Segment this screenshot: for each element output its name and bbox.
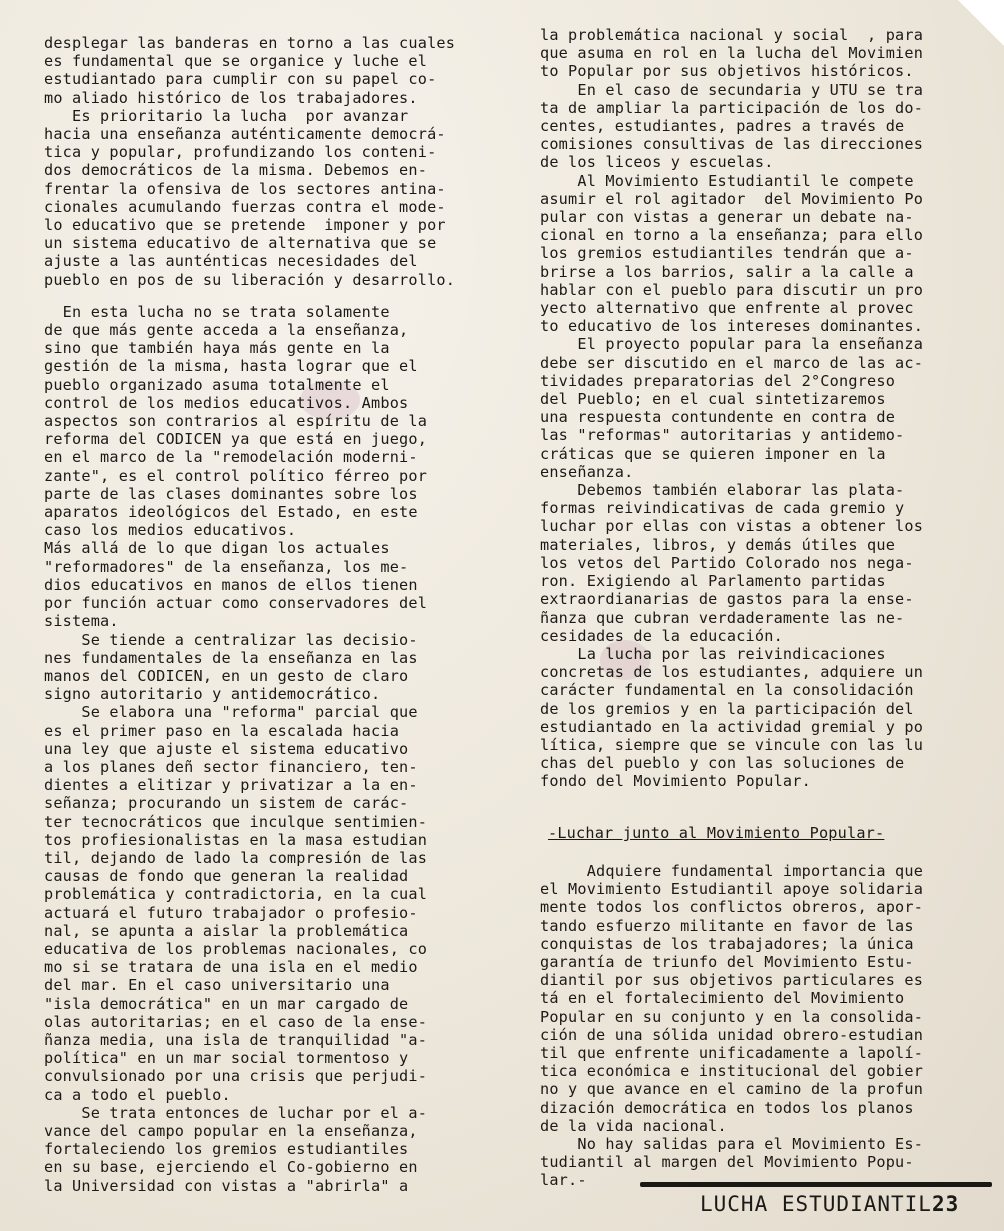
text-line: Adquiere fundamental importancia que (540, 862, 924, 880)
text-line: ter tecnocráticos que inculque sentimien- (44, 812, 428, 831)
text-line: conquistas de los trabajadores; la única (540, 934, 914, 953)
paragraph (44, 1104, 522, 1195)
text-line: de que más gente acceda a la enseñanza, (44, 321, 409, 340)
text-line: Es prioritario la lucha por avanzar (44, 106, 409, 125)
text-line: tividades preparatorias del 2°Congreso (540, 371, 896, 390)
paragraph (540, 481, 994, 645)
text-line: brirse a los barrios, salir a la calle a (540, 262, 914, 281)
text-line: estudiantado para cumplir con su papel co- (44, 70, 437, 89)
text-line: parte de las clases dominantes sobre los (44, 484, 418, 503)
text-line: ron. Exigiendo al Parlamento partidas (540, 572, 886, 591)
text-line: lo educativo que se pretende imponer y por (44, 216, 446, 235)
right-column (540, 26, 994, 791)
text-line: no y que avance en el camino de la profun (540, 1080, 924, 1099)
text-line: a los planes deñ sector financiero, ten- (44, 757, 418, 776)
text-line: carácter fundamental en la consolidación (540, 681, 914, 700)
text-line: educativa de los problemas nacionales, co (44, 939, 428, 958)
text-line: dos democráticos de la misma. Debemos en- (44, 161, 428, 180)
text-line: una respuesta contundente en contra de (540, 408, 896, 427)
text-line: ñanza media, una isla de tranquilidad "a- (44, 1030, 428, 1049)
paragraph (540, 862, 994, 1135)
text-line: problemática y contradictoria, en la cual (44, 885, 428, 904)
text-line: lítica, siempre que se vincule con las lu (540, 735, 924, 754)
text-line: En esta lucha no se trata solamente (44, 302, 390, 321)
paragraph (44, 107, 522, 289)
section-heading: -Luchar junto al Movimiento Popular- (548, 824, 885, 842)
text-line: Se elabora una "reforma" parcial que (44, 703, 418, 722)
text-line: frentar la ofensiva de los sectores antina- (44, 179, 446, 198)
paragraph (540, 81, 994, 172)
text-line: Se trata entonces de luchar por el a- (44, 1103, 428, 1122)
text-line: manos del CODICEN, en un gesto de claro (44, 666, 409, 685)
text-line: una ley que ajuste el sistema educativo (44, 739, 409, 758)
text-line: yecto alternativo que enfrente al provec (540, 299, 914, 318)
text-line: convulsionado por una crisis que perjudi- (44, 1067, 428, 1086)
text-line: mente todos los conflictos obreros, apor- (540, 898, 924, 917)
page-number: 23 (931, 1192, 960, 1216)
text-line: sino que también haya más gente en la (44, 339, 390, 358)
text-line: enseñanza. (540, 462, 634, 481)
text-line: dización democrática en todos los planos (540, 1098, 914, 1117)
text-line: olas autoritarias; en el caso de la ense- (44, 1012, 428, 1031)
text-line: del mar. En el caso universitario una (44, 976, 390, 995)
text-line: de los liceos y escuelas. (540, 153, 774, 172)
text-line: fondo del Movimiento Popular. (540, 772, 811, 791)
text-line: "reformadores" de la enseñanza, los me- (44, 557, 409, 576)
text-line: concretas de los estudiantes, adquiere un (540, 663, 924, 682)
text-line: garantía de triunfo del Movimiento Estu- (540, 953, 914, 972)
text-line: to educativo de los intereses dominantes. (540, 317, 924, 336)
paragraph (44, 303, 522, 631)
text-line: tos profiesionalistas en la masa estudian (44, 830, 428, 849)
text-line: hablar con el pueblo para discutir un pro (540, 280, 924, 299)
text-line: estudiantado en la actividad gremial y po (540, 717, 924, 736)
text-line: pular con vistas a generar un debate na- (540, 208, 914, 227)
paragraph (44, 703, 522, 1103)
right-column-continued (540, 862, 994, 1190)
text-line: zante", es el control político férreo por (44, 466, 428, 485)
text-line: fortaleciendo los gremios estudiantiles (44, 1140, 409, 1159)
text-line: es el primer paso en la escalada hacia (44, 721, 400, 740)
text-line: mo aliado histórico de los trabajadores. (44, 88, 418, 107)
text-line: caso los medios educativos. (44, 521, 297, 540)
text-line: extraordianarias de gastos para la ense- (540, 590, 914, 609)
text-line: mo si se tratara de una isla en el medio (44, 958, 418, 977)
left-column (44, 34, 522, 1195)
text-line: los gremios estudiantiles tendrán que a- (540, 244, 914, 263)
text-line: política" en un mar social tormentoso y (44, 1049, 409, 1068)
text-line: nal, se apunta a aislar la problemática (44, 921, 409, 940)
text-line: cionales acumulando fuerzas contra el mode- (44, 197, 446, 216)
text-line: cional en torno a la enseñanza; para ello (540, 226, 924, 245)
text-line: desplegar las banderas en torno a las cuales (44, 34, 456, 52)
text-line: Popular en su conjunto y en la consolida- (540, 1007, 924, 1026)
text-line: luchar por ellas con vistas a obtener los (540, 517, 924, 536)
text-line: ajuste a las aunténticas necesidades del (44, 252, 418, 271)
text-line: sistema. (44, 612, 119, 631)
paragraph (540, 645, 994, 791)
text-line: nes fundamentales de la enseñanza en las (44, 648, 418, 667)
text-line: señanza; procurando un sistem de carác- (44, 794, 409, 813)
text-line: vance del campo popular en la enseñanza, (44, 1121, 418, 1140)
text-line: til, dejando de lado la compresión de las (44, 848, 428, 867)
text-line: La lucha por las reivindicaciones (540, 644, 886, 663)
text-line: tica económica e institucional del gobier (540, 1062, 924, 1081)
text-line: cesidades de la educación. (540, 626, 783, 645)
text-line: Se tiende a centralizar las decisio- (44, 630, 418, 649)
text-line: No hay salidas para el Movimiento Es- (540, 1135, 924, 1154)
text-line: signo autoritario y antidemocrático. (44, 685, 381, 704)
text-line: es fundamental que se organice y luche el (44, 52, 428, 71)
text-line: ca a todo el pueblo. (44, 1085, 231, 1104)
text-line: del Pueblo; en el cual sintetizaremos (540, 390, 886, 409)
text-line: en su base, ejerciendo el Co-gobierno en (44, 1158, 418, 1177)
paragraph (540, 26, 994, 81)
text-line: En el caso de secundaria y UTU se tra (540, 80, 924, 99)
paragraph (540, 335, 994, 481)
text-line: asumir el rol agitador del Movimiento Po (540, 189, 924, 208)
text-line: un sistema educativo de alternativa que se (44, 234, 437, 253)
text-line: El proyecto popular para la enseñanza (540, 335, 924, 354)
text-line: formas reivindicativas de cada gremio y (540, 499, 905, 518)
text-line: aspectos son contrarios al espíritu de la (44, 412, 428, 431)
text-line: actuará el futuro trabajador o profesio- (44, 903, 418, 922)
text-line: en el marco de la "remodelación moderni- (44, 448, 418, 467)
text-line: ción de una sólida unidad obrero-estudian (540, 1025, 924, 1044)
text-line: materiales, libros, y demás útiles que (540, 535, 896, 554)
text-line: Debemos también elaborar las plata- (540, 481, 905, 500)
text-line: ta de ampliar la participación de los do- (540, 98, 924, 117)
text-line: ñanza que cubran verdaderamente las ne- (540, 608, 905, 627)
text-line: gestión de la misma, hasta lograr que el (44, 357, 418, 376)
text-line: tando esfuerzo militante en favor de las (540, 916, 914, 935)
text-line: til que enfrente unificadamente a lapolí- (540, 1044, 924, 1063)
text-line: debe ser discutido en el marco de las ac- (540, 353, 924, 372)
text-line: comisiones consultivas de las direcciones (540, 135, 924, 154)
text-line: dientes a elitizar y privatizar a la en- (44, 776, 418, 795)
paragraph (44, 631, 522, 704)
text-line: por función actuar como conservadores del (44, 594, 428, 613)
text-line: chas del pueblo y con las soluciones de (540, 754, 905, 773)
text-line: pueblo organizado asuma totalmente el (44, 375, 390, 394)
text-line: cráticas que se quieren imponer en la (540, 444, 886, 463)
text-line: "isla democrática" en un mar cargado de (44, 994, 409, 1013)
text-line: de la vida nacional. (540, 1116, 727, 1135)
paragraph (44, 34, 522, 107)
text-line: de los gremios y en la participación del (540, 699, 914, 718)
text-line: causas de fondo que generan la realidad (44, 867, 409, 886)
text-line: dios educativos en manos de ellos tienen (44, 575, 418, 594)
text-line: tudiantil al margen del Movimiento Popu- (540, 1153, 914, 1172)
text-line: la problemática nacional y social , para (540, 26, 924, 44)
text-line: tica y popular, profundizando los conteni- (44, 143, 437, 162)
text-line: reforma del CODICEN ya que está en juego, (44, 430, 428, 449)
text-line: to Popular por sus objetivos históricos. (540, 62, 914, 81)
text-line: diantil por sus objetivos particulares es (540, 971, 924, 990)
text-line: Al Movimiento Estudiantil le compete (540, 171, 914, 190)
text-line: aparatos ideológicos del Estado, en este (44, 503, 418, 522)
text-line: Más allá de lo que digan los actuales (44, 539, 390, 558)
text-line: las "reformas" autoritarias y antidemo- (540, 426, 905, 445)
text-line: hacia una enseñanza auténticamente democrá- (44, 125, 446, 144)
text-line: control de los medios educativos. Ambos (44, 393, 409, 412)
footer (700, 1192, 959, 1216)
text-line: lar.- (540, 1171, 587, 1190)
footer-rule (640, 1182, 992, 1187)
text-line: pueblo en pos de su liberación y desarrollo. (44, 270, 456, 289)
paragraph (540, 172, 994, 336)
text-line: el Movimiento Estudiantil apoye solidaria (540, 880, 924, 899)
publication-title: LUCHA ESTUDIANTIL (700, 1192, 932, 1216)
text-line: la Universidad con vistas a "abrirla" a (44, 1176, 409, 1195)
text-line: que asuma en rol en la lucha del Movimien (540, 44, 924, 63)
text-line: los vetos del Partido Colorado nos nega- (540, 553, 914, 572)
text-line: tá en el fortalecimiento del Movimiento (540, 989, 905, 1008)
text-line: centes, estudiantes, padres a través de (540, 117, 905, 136)
